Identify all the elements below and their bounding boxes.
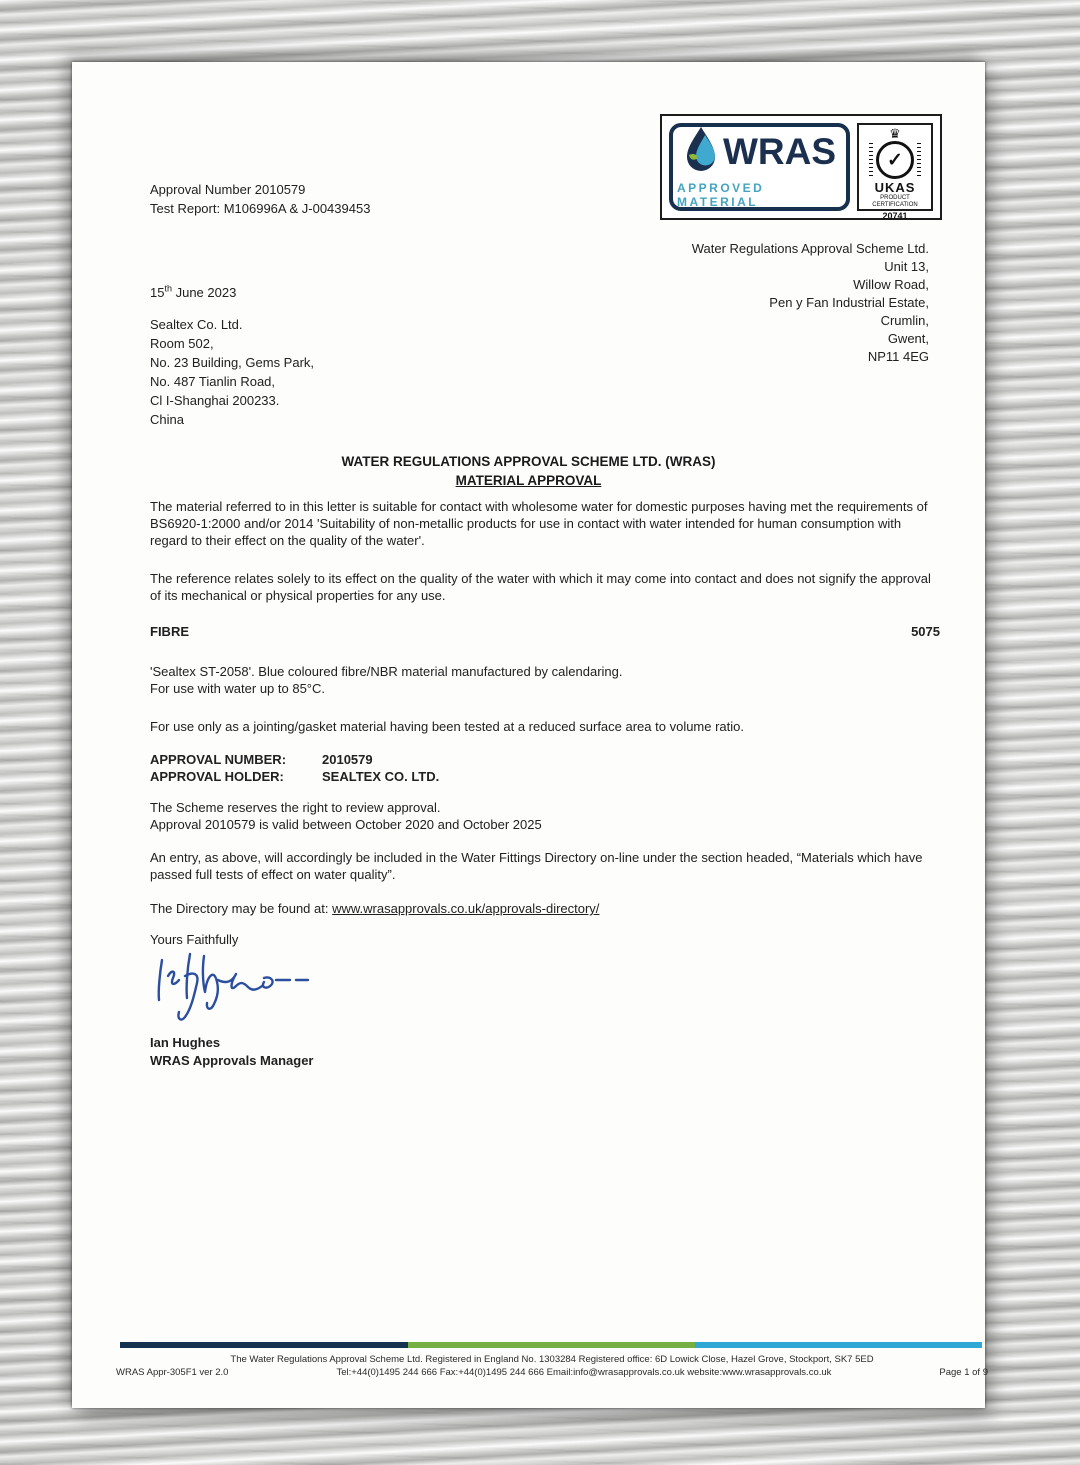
certification-logo-box <box>660 114 942 220</box>
material-description-line: 'Sealtex ST-2058'. Blue coloured fibre/NBR material manufactured by calendaring. <box>150 664 623 679</box>
paragraph-jointing: For use only as a jointing/gasket material having been tested at a reduced surface area to volume ratio. <box>150 719 745 734</box>
paragraph-review <box>150 799 942 833</box>
approval-details-block <box>150 751 942 785</box>
crown-icon: ♛ <box>889 126 901 141</box>
approval-number-label: APPROVAL NUMBER: <box>150 752 287 767</box>
recipient-address-line: No. 487 Tianlin Road, <box>150 374 276 389</box>
sender-address-line: Water Regulations Approval Scheme Ltd. <box>691 241 929 256</box>
paragraph-material <box>150 663 942 697</box>
material-code: 5075 <box>911 624 940 639</box>
approval-number-row <box>150 751 942 768</box>
sender-address <box>692 240 929 366</box>
approval-holder-row <box>150 768 942 785</box>
date-ordinal-suffix: th <box>164 283 172 294</box>
footer-contact-line: Tel:+44(0)1495 244 666 Fax:+44(0)1495 244 666 Email:info@wrasapprovals.co.uk website:www.wrasapprovals.co.uk <box>336 1367 832 1378</box>
letter-date <box>150 283 236 302</box>
material-type-label: FIBRE <box>150 624 189 639</box>
title-line-2: MATERIAL APPROVAL <box>455 473 602 488</box>
ukas-product-label: PRODUCT <box>880 195 910 201</box>
ukas-certification-label: CERTIFICATION <box>872 201 918 208</box>
sender-address-line: Pen y Fan Industrial Estate, <box>769 295 929 310</box>
footer-bar-navy-segment <box>120 1342 408 1348</box>
approval-holder-label: APPROVAL HOLDER: <box>150 769 284 784</box>
sender-address-line: NP11 4EG <box>867 349 929 364</box>
signatory-block <box>150 1034 314 1070</box>
footer-page-number: Page 1 of 9 <box>939 1367 988 1378</box>
approval-number-value: 2010579 <box>322 752 373 767</box>
directory-link-prefix: The Directory may be found at: <box>150 901 333 916</box>
wras-tagline: APPROVED MATERIAL <box>677 181 765 209</box>
wras-waterdrop-icon <box>683 125 719 178</box>
ukas-logo-text: UKAS <box>874 180 916 195</box>
sender-address-line: Gwent, <box>887 331 929 346</box>
sender-address-line: Crumlin, <box>880 313 929 328</box>
ukas-certification-badge <box>857 123 933 221</box>
approval-reference-block <box>150 180 370 218</box>
approval-holder-value: SEALTEX CO. LTD. <box>322 769 440 784</box>
recipient-address-line: Room 502, <box>150 336 214 351</box>
ukas-certificate-number: 20741 <box>882 211 908 221</box>
material-temperature-line: For use with water up to 85°C. <box>150 681 325 696</box>
recipient-address-line: China <box>150 412 184 427</box>
handwritten-signature <box>152 946 332 1031</box>
footer-registration-line: The Water Regulations Approval Scheme Ltd. Registered in England No. 1303284 Registered office: 6D Lowick Close, Hazel Grove, Stockport, SK7 5ED <box>230 1354 874 1365</box>
signatory-role: WRAS Approvals Manager <box>150 1053 314 1068</box>
approvals-directory-link[interactable]: www.wrasapprovals.co.uk/approvals-directory/ <box>332 901 600 916</box>
material-heading-row <box>150 624 940 639</box>
recipient-address-line: Cl I-Shanghai 200233. <box>150 393 280 408</box>
recipient-address <box>150 315 314 429</box>
ruler-ticks-right <box>917 143 921 177</box>
letter-title <box>72 452 985 490</box>
sender-address-line: Willow Road, <box>853 277 929 292</box>
paragraph-suitability: The material referred to in this letter is suitable for contact with wholesome water for domestic purposes having met the requirements of BS6920-1:2000 and/or 2014 'Suitability of non-metallic products for use in contact with water intended for human consumption with regard to their effect on the quality of the water'. <box>150 499 928 548</box>
letter-page <box>72 62 988 1408</box>
footer-color-bar <box>120 1342 982 1348</box>
date-day: 15 <box>150 285 165 300</box>
wras-logo-text: WRAS <box>722 131 837 172</box>
paragraph-reference: The reference relates solely to its effect on the quality of the water with which it may come into contact and does not signify the approval of its mechanical or physical properties for any use. <box>150 571 931 603</box>
closing-salutation: Yours Faithfully <box>150 932 239 947</box>
footer-bar-green-segment <box>408 1342 695 1348</box>
approval-number-line: Approval Number 2010579 <box>150 182 306 197</box>
sender-address-line: Unit 13, <box>884 259 929 274</box>
recipient-address-line: Sealtex Co. Ltd. <box>150 317 243 332</box>
wras-approved-material-badge <box>669 123 850 211</box>
date-month-year: June 2023 <box>171 285 237 300</box>
recipient-address-line: No. 23 Building, Gems Park, <box>150 355 315 370</box>
validity-line: Approval 2010579 is valid between October 2020 and October 2025 <box>150 817 542 832</box>
checkmark-circle-icon: ✓ <box>876 141 914 179</box>
review-right-line: The Scheme reserves the right to review approval. <box>150 800 441 815</box>
ruler-ticks-left <box>869 143 873 177</box>
directory-link-line <box>150 900 942 917</box>
footer-text-block <box>116 1353 988 1380</box>
footer-bar-blue-segment <box>695 1342 982 1348</box>
signatory-name: Ian Hughes <box>150 1035 221 1050</box>
test-report-line: Test Report: M106996A & J-00439453 <box>150 201 371 216</box>
title-line-1: WATER REGULATIONS APPROVAL SCHEME LTD. (WRAS) <box>341 454 716 469</box>
footer-document-reference: WRAS Appr-305F1 ver 2.0 <box>116 1367 229 1378</box>
paragraph-directory-entry: An entry, as above, will accordingly be included in the Water Fittings Directory on-line under the section headed, “Materials which have passed full tests of effect on water quality”. <box>150 850 923 882</box>
